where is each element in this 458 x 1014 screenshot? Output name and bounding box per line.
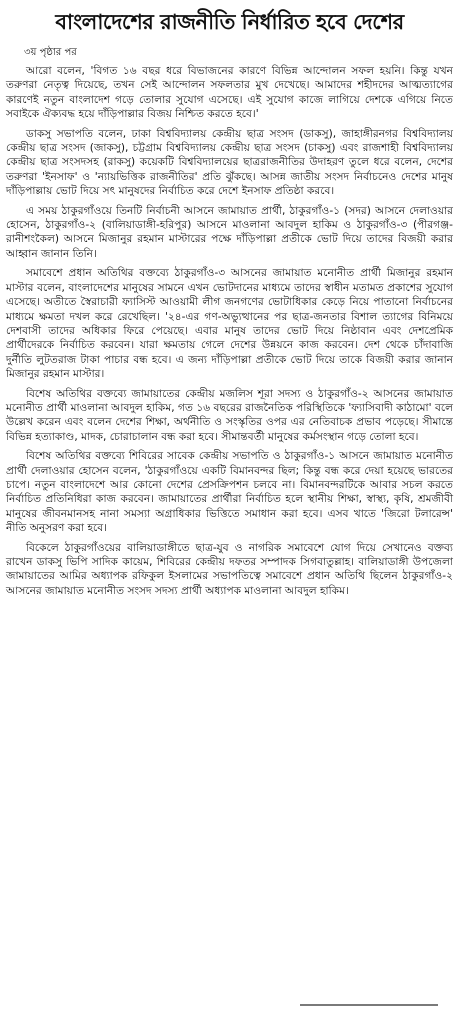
article-headline: বাংলাদেশের রাজনীতি নির্ধারিত হবে দেশের	[55, 9, 404, 34]
bottom-divider	[300, 1004, 438, 1006]
article-paragraph: এ সময় ঠাকুরগাঁওয়ে তিনটি নির্বাচনী আসনে জামায়াত প্রার্থী, ঠাকুরগাঁও-১ (সদর) আসনে দেলাওয়ার হোসেন, ঠাকুরগাঁও-২ (বালিয়াডাঙ্গী-হরিপুর) আসনে মাওলানা আবদুল হাকিম ও ঠাকুরগাঁও-৩ (পীরগঞ্জ-রানীশংকৈল) আসনে মিজানুর রহমান মাস্টারের পক্ষে দাঁড়িপাল্লা প্রতীকে ভোট দিয়ে তাদের বিজয়ী করার আহ্বান জানান তিনি।	[6, 204, 453, 260]
article-paragraph: বিশেষ অতিথির বক্তব্যে শিবিরের সাবেক কেন্দ্রীয় সভাপতি ও ঠাকুরগাঁও-১ আসনে জামায়াত মনোনীত প্রার্থী দেলাওয়ার হোসেন বলেন, 'ঠাকুরগাঁওয়ে একটি বিমানবন্দর ছিল; কিন্তু বন্ধ করে দেয়া হয়েছে ভারতের চাপে। নতুন বাংলাদেশে আর কোনো দেশের প্রেসক্রিপশন চলবে না। বিমানবন্দরটিকে আবার সচল করতে নির্বাচিত প্রতিনিধিরা কাজ করবেন। জামায়াতের প্রার্থীরা নির্বাচিত হলে স্থানীয় শিক্ষা, স্বাস্থ্য, কৃষি, শ্রমজীবী মানুষের জীবনমানসহ নানা সমস্যা অগ্রাধিকার ভিত্তিতে সমাধান করা হবে। এসব খাতে 'জিরো টলারেন্স' নীতি অনুসরণ করা হবে।	[6, 450, 453, 535]
article-paragraph: ডাকসু সভাপতি বলেন, ঢাকা বিশ্ববিদ্যালয় কেন্দ্রীয় ছাত্র সংসদ (ডাকসু), জাহাঙ্গীরনগর বিশ্ববিদ্যালয় কেন্দ্রীয় ছাত্র সংসদ (জাকসু), চট্টগ্রাম বিশ্ববিদ্যালয় কেন্দ্রীয় ছাত্র সংসদ (চাকসু) এবং রাজশাহী বিশ্ববিদ্যালয় কেন্দ্রীয় ছাত্র সংসদসহ (রাকসু) কয়েকটি বিশ্ববিদ্যালয়ের ছাত্ররাজনীতির উদাহরণ তুলে ধরে বলেন, দেশের তরুণরা 'ইনসাফ' ও 'ন্যায়ভিত্তিক রাজনীতির' প্রতি ঝুঁকছে। আসন্ন জাতীয় সংসদ নির্বাচনেও দেশের মানুষ দাঁড়িপাল্লায় ভোট দিয়ে সৎ মানুষদের নির্বাচিত করে দেশে ইনসাফ প্রতিষ্ঠা করবে।	[6, 127, 453, 198]
article-paragraph: বিকেলে ঠাকুরগাঁওয়ের বালিয়াডাঙ্গীতে ছাত্র-যুব ও নাগরিক সমাবেশে যোগ দিয়ে সেখানেও বক্তব্য রাখেন ডাকসু ভিপি সাদিক কায়েম, শিবিরের কেন্দ্রীয় দফতর সম্পাদক সিগবাতুল্লাহ। বালিয়াডাঙ্গী উপজেলা জামায়াতের আমির অধ্যাপক রফিকুল ইসলামের সভাপতিত্বে সমাবেশে প্রধান অতিথি ছিলেন ঠাকুরগাঁও-২ আসনের জামায়াত মনোনীত সংসদ সদস্য প্রার্থী অধ্যাপক মাওলানা আবদুল হাকিম।	[6, 541, 453, 597]
article-paragraph: বিশেষ অতিথির বক্তব্যে জামায়াতের কেন্দ্রীয় মজলিস শূরা সদস্য ও ঠাকুরগাঁও-২ আসনের জামায়াত মনোনীত প্রার্থী মাওলানা আবদুল হাকিম, গত ১৬ বছরের রাজনৈতিক পরিস্থিতিকে 'ফ্যাসিবাদী কাঠামো' বলে উল্লেখ করেন এবং বলেন দেশের শিক্ষা, অর্থনীতি ও সংস্কৃতির ওপর এর নেতিবাচক প্রভাব পড়েছে। সীমান্তে বিভিন্ন হত্যাকাণ্ড, মাদক, চোরাচালান বন্ধ করা হবে। সীমান্তবর্তী মানুষের কর্মসংস্থান গড়ে তোলা হবে।	[6, 387, 453, 443]
continuation-label: ৩য় পৃষ্ঠার পর	[24, 47, 77, 58]
article-paragraph: আরো বলেন, 'বিগত ১৬ বছর ধরে বিভাজনের কারণে বিভিন্ন আন্দোলন সফল হয়নি। কিন্তু যখন তরুণরা নেতৃত্ব দিয়েছে, তখন সেই আন্দোলন সফলতার মুখ দেখেছে। আমাদের শহীদদের আত্মত্যাগের কারণেই নতুন বাংলাদেশ গড়ে তোলার সুযোগ এসেছে। এই সুযোগ কাজে লাগিয়ে দেশকে এগিয়ে নিতে সবাইকে ঐক্যবদ্ধ হয়ে দাঁড়িপাল্লার বিজয় নিশ্চিত করতে হবে।'	[6, 65, 453, 121]
article-paragraph: সমাবেশে প্রধান অতিথির বক্তব্যে ঠাকুরগাঁও-৩ আসনের জামায়াত মনোনীত প্রার্থী মিজানুর রহমান মাস্টার বলেন, বাংলাদেশের মানুষের সামনে এখন ভোটদানের মাধ্যমে তাদের স্বাধীন মতামত প্রকাশের সুযোগ এসেছে। অতীতে স্বৈরাচারী ফ্যাসিস্ট আওয়ামী লীগ জনগণের ভোটাধিকার কেড়ে নিয়ে পাতানো নির্বাচনের মাধ্যমে ক্ষমতা দখল করে রেখেছিল। '২৪-এর গণ-অভ্যুত্থানের পর ছাত্র-জনতার বিশাল ত্যাগের বিনিময়ে দেশবাসী তাদের অধিকার ফিরে পেয়েছে। এবার মানুষ তাদের ভোট দিয়ে নিষ্ঠাবান এবং দেশপ্রেমিক প্রার্থীদেরকে নির্বাচিত করবেন। যারা ক্ষমতায় গেলে দেশের উন্নয়নে কাজ করবেন। দেশ থেকে চাঁদাবাজি দুর্নীতি লুটতরাজ টাকা পাচার বন্ধ হবে। এ জন্য দাঁড়িপাল্লা প্রতীকে ভোট দিয়ে তাকে বিজয়ী করার জানান মিজানুর রহমান মাস্টার।	[6, 267, 453, 381]
